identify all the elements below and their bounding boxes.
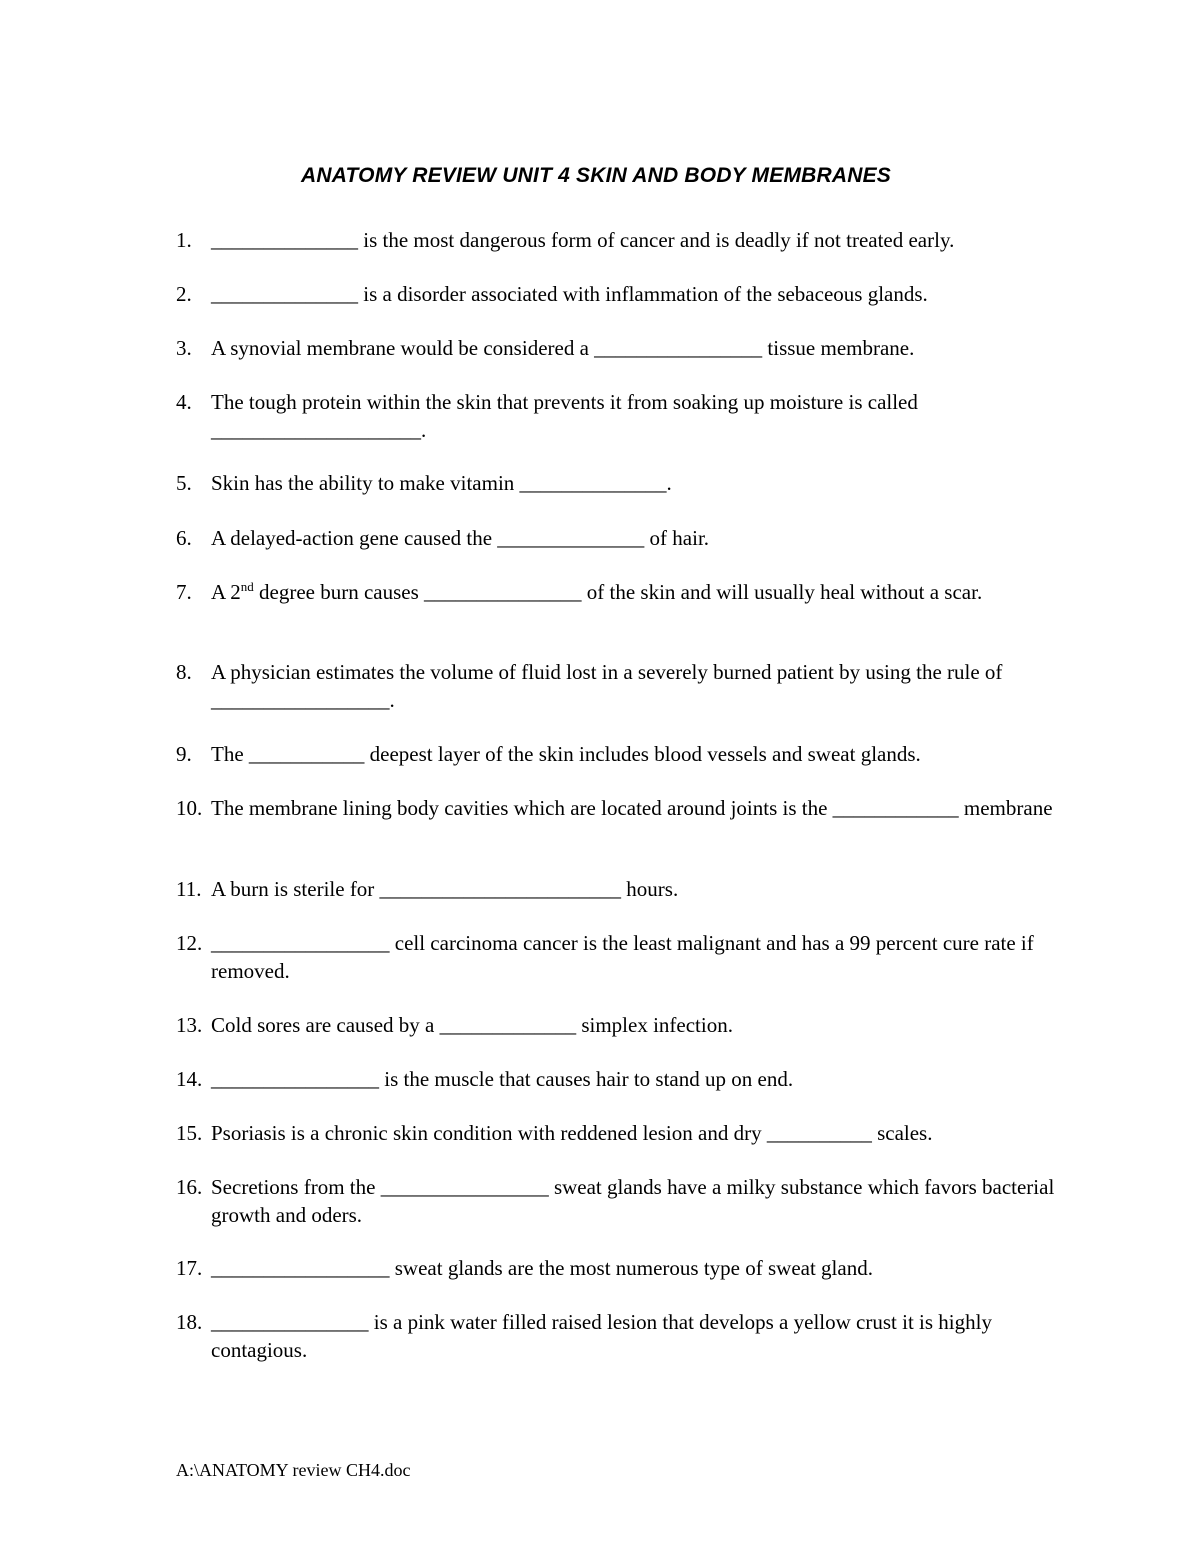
question-17 — [176, 1254, 1056, 1282]
question-number: 2. — [176, 282, 192, 306]
question-number: 8. — [176, 660, 192, 684]
question-text: Psoriasis is a chronic skin condition with reddened lesion and dry __________ scales. — [211, 1121, 933, 1145]
question-text: Cold sores are caused by a _____________ simplex infection. — [211, 1013, 733, 1037]
question-text: ______________ is the most dangerous form of cancer and is deadly if not treated early. — [211, 228, 955, 252]
question-number: 12. — [176, 931, 203, 955]
question-number: 11. — [176, 877, 202, 901]
question-16 — [176, 1173, 1056, 1229]
question-text: _______________ is a pink water filled raised lesion that develops a yellow crust it is highly contagious. — [211, 1310, 992, 1362]
question-number: 1. — [176, 228, 192, 252]
question-text: Secretions from the ________________ sweat glands have a milky substance which favors bacterial growth and oders. — [211, 1175, 1055, 1227]
question-text: Skin has the ability to make vitamin ______________. — [211, 471, 672, 495]
question-text: A synovial membrane would be considered a ________________ tissue membrane. — [211, 336, 915, 360]
question-14 — [176, 1065, 1056, 1093]
question-text: ________________ is the muscle that causes hair to stand up on end. — [211, 1067, 794, 1091]
question-text-part: A 2 — [211, 580, 241, 604]
question-text: _________________ cell carcinoma cancer is the least malignant and has a 99 percent cure rate if removed. — [211, 931, 1034, 983]
document-title: ANATOMY REVIEW UNIT 4 SKIN AND BODY MEMBRANES — [300, 164, 892, 187]
question-text — [211, 578, 1056, 606]
question-13 — [176, 1011, 1056, 1039]
question-text: The ___________ deepest layer of the skin includes blood vessels and sweat glands. — [211, 742, 921, 766]
question-6 — [176, 524, 1056, 552]
question-number: 4. — [176, 390, 192, 414]
question-2 — [176, 280, 1056, 308]
question-text: A delayed-action gene caused the ______________ of hair. — [211, 526, 710, 550]
question-9 — [176, 740, 1056, 768]
question-18 — [176, 1308, 1056, 1364]
question-15 — [176, 1119, 1056, 1147]
question-number: 13. — [176, 1013, 203, 1037]
question-number: 7. — [176, 580, 192, 604]
footer-file-path: A:\ANATOMY review CH4.doc — [176, 1460, 411, 1480]
question-number: 17. — [176, 1256, 203, 1280]
question-number: 14. — [176, 1067, 203, 1091]
question-number: 10. — [176, 796, 203, 820]
question-7 — [176, 578, 1056, 606]
question-12 — [176, 929, 1056, 985]
question-text: The tough protein within the skin that prevents it from soaking up moisture is called ____________________. — [211, 390, 918, 442]
question-4 — [176, 388, 1056, 444]
question-3 — [176, 334, 1056, 362]
question-text: The membrane lining body cavities which are located around joints is the ____________ membrane — [211, 796, 1053, 820]
question-11 — [176, 875, 1056, 903]
question-number: 5. — [176, 471, 192, 495]
question-text: ______________ is a disorder associated with inflammation of the sebaceous glands. — [211, 282, 928, 306]
question-8 — [176, 658, 1056, 714]
question-number: 18. — [176, 1310, 203, 1334]
ordinal-suffix: nd — [240, 579, 254, 594]
question-number: 16. — [176, 1175, 203, 1199]
question-text-part: degree burn causes _______________ of the skin and will usually heal without a scar. — [253, 580, 983, 604]
question-number: 6. — [176, 526, 192, 550]
question-number: 15. — [176, 1121, 203, 1145]
question-number: 9. — [176, 742, 192, 766]
question-10 — [176, 794, 1056, 822]
question-number: 3. — [176, 336, 192, 360]
question-text: _________________ sweat glands are the most numerous type of sweat gland. — [211, 1256, 873, 1280]
question-text: A physician estimates the volume of fluid lost in a severely burned patient by using the rule of _________________. — [211, 660, 1003, 712]
question-text: A burn is sterile for _______________________ hours. — [211, 877, 679, 901]
question-1 — [176, 226, 1056, 254]
question-5 — [176, 469, 1056, 497]
